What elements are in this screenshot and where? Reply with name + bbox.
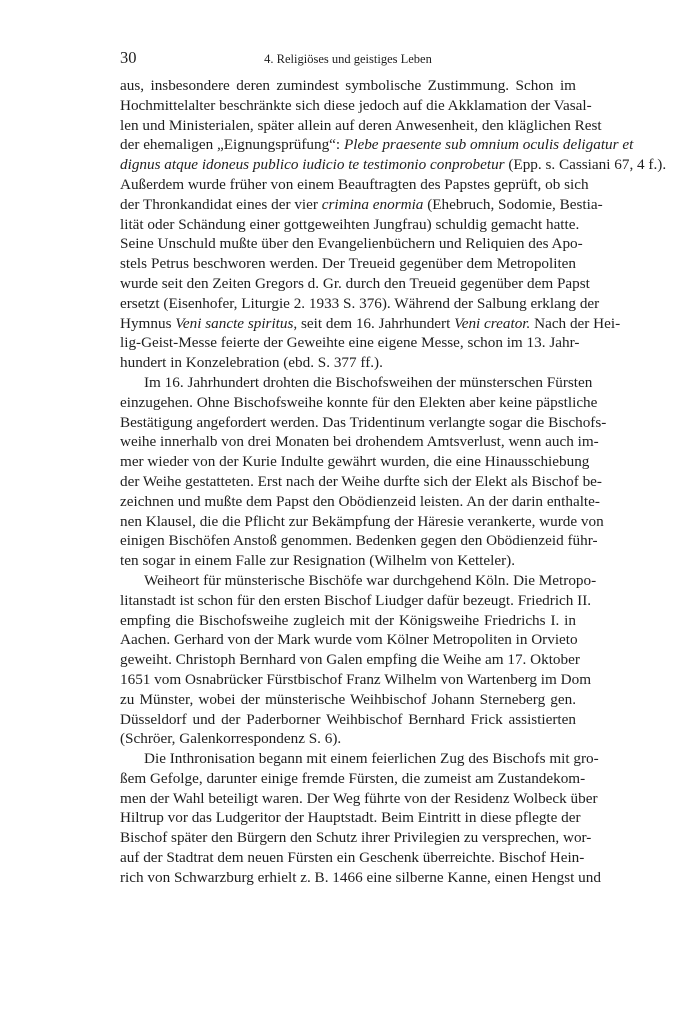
text-line xyxy=(120,314,621,334)
page-number: 30 xyxy=(120,48,137,67)
text-segment: lig-Geist-Messe feierte der Geweihte eine eigene Messe, schon im 13. Jahr- xyxy=(120,334,580,352)
text-segment: aus, insbesondere deren zumindest symbolische Zustimmung. Schon im xyxy=(120,77,576,94)
running-head: 4. Religiöses und geistiges Leben xyxy=(264,52,432,66)
text-line xyxy=(120,393,598,413)
text-line xyxy=(120,135,634,155)
text-line xyxy=(120,571,597,591)
text-line xyxy=(120,452,590,472)
text-line xyxy=(120,848,585,868)
text-line xyxy=(120,472,602,492)
text-segment: Im 16. Jahrhundert drohten die Bischofsweihen der münsterschen Fürsten xyxy=(144,373,593,391)
text-segment: zeichnen und mußte dem Papst den Obödienzeid leisten. An der darin enthalte- xyxy=(120,492,600,510)
text-line xyxy=(120,828,592,848)
text-line xyxy=(120,333,580,353)
italic-text: Veni creator. xyxy=(454,314,531,332)
text-segment: geweiht. Christoph Bernhard von Galen empfing die Weihe am 17. Oktober xyxy=(120,651,580,669)
text-segment: Außerdem wurde früher von einem Beauftragten des Papstes geprüft, ob sich xyxy=(120,175,589,193)
text-segment: men der Wahl beteiligt waren. Der Weg führte von der Residenz Wolbeck über xyxy=(120,789,598,807)
text-segment: ten sogar in einem Falle zur Resignation (Wilhelm von Ketteler). xyxy=(120,552,515,570)
text-line xyxy=(120,551,576,571)
text-segment: (Ehebruch, Sodomie, Bestia- xyxy=(423,195,603,213)
text-segment: hundert in Konzelebration (ebd. S. 377 ff.). xyxy=(120,354,383,372)
text-segment: rich von Schwarzburg erhielt z. B. 1466 eine silberne Kanne, einen Hengst und xyxy=(120,868,601,886)
text-segment: der Weihe gestatteten. Erst nach der Weihe durfte sich der Elekt als Bischof be- xyxy=(120,472,602,490)
text-line xyxy=(120,670,592,690)
body-text xyxy=(120,76,667,888)
text-line xyxy=(120,215,580,235)
text-segment: auf der Stadtrat dem neuen Fürsten ein Geschenk überreichte. Bischof Hein- xyxy=(120,849,585,867)
italic-text: Plebe praesente sub omnium oculis deligatur et xyxy=(343,136,634,154)
text-segment: Aachen. Gerhard von der Mark wurde vom Kölner Metropoliten in Orvieto xyxy=(120,631,578,649)
text-line xyxy=(120,630,576,650)
text-segment: Seine Unschuld mußte über den Evangelienbüchern und Reliquien des Apo- xyxy=(120,235,583,253)
text-line xyxy=(120,294,600,314)
text-line xyxy=(120,195,603,215)
text-line xyxy=(120,76,576,96)
text-segment: stels Petrus beschworen werden. Der Treueid gegenüber dem Metropoliten xyxy=(120,255,576,273)
text-line xyxy=(120,512,604,532)
text-line xyxy=(120,749,599,769)
italic-text: crimina enormia xyxy=(321,195,424,213)
text-line xyxy=(120,96,592,116)
text-segment: Nach der Hei- xyxy=(530,314,621,332)
text-line xyxy=(120,353,576,373)
text-segment: weihe innerhalb von drei Monaten bei drohendem Amtsverlust, wenn auch im- xyxy=(120,433,599,451)
text-segment: mer wieder von der Kurie Indulte gewährt wurden, die eine Hinausschiebung xyxy=(120,453,590,471)
text-line xyxy=(120,432,599,452)
text-segment: empfing die Bischofsweihe zugleich mit der Königsweihe Friedrichs I. in xyxy=(120,611,576,629)
text-line xyxy=(120,254,576,274)
text-line xyxy=(120,116,602,136)
text-segment: 1651 vom Osnabrücker Fürstbischof Franz Wilhelm von Wartenberg im Dom xyxy=(120,670,592,688)
text-segment: , seit dem 16. Jahrhundert xyxy=(293,314,455,332)
italic-text: Veni sancte spiritus xyxy=(175,314,294,332)
text-segment: Hiltrup vor das Ludgeritor der Hauptstadt. Beim Eintritt in diese pflegte der xyxy=(120,809,581,827)
text-segment: Bischof später den Bürgern den Schutz ihrer Privilegien zu versprechen, wor- xyxy=(120,829,592,847)
text-segment: Weiheort für münsterische Bischöfe war durchgehend Köln. Die Metropo- xyxy=(144,571,597,589)
text-segment: zu Münster, wobei der münsterische Weihbischof Johann Sterneberg gen. xyxy=(120,690,576,708)
text-segment: lität oder Schändung einer gottgeweihten Jungfrau) schuldig gemacht hatte. xyxy=(120,215,580,233)
text-line xyxy=(120,531,598,551)
text-segment: wurde seit den Zeiten Gregors d. Gr. durch den Treueid gegenüber dem Papst xyxy=(120,274,590,292)
text-segment: Die Inthronisation begann mit einem feierlichen Zug des Bischofs mit gro- xyxy=(144,750,599,768)
text-line xyxy=(120,234,583,254)
text-segment: Düsseldorf und der Paderborner Weihbischof Bernhard Frick assistierten xyxy=(120,710,576,728)
text-line xyxy=(120,274,590,294)
text-segment: Hymnus xyxy=(120,314,176,332)
text-segment: litanstadt ist schon für den ersten Bischof Liudger dafür bezeugt. Friedrich II. xyxy=(120,591,592,609)
text-segment: (Epp. s. Cassiani 67, 4 f.). xyxy=(504,156,667,174)
text-segment: einzugehen. Ohne Bischofsweihe konnte für den Elekten aber keine päpstliche xyxy=(120,393,598,411)
text-line xyxy=(120,650,580,670)
text-segment: (Schröer, Galenkorrespondenz S. 6). xyxy=(120,730,342,748)
text-line xyxy=(120,710,576,730)
text-line xyxy=(120,868,601,888)
text-line xyxy=(120,413,607,433)
text-segment: len und Ministerialen, später allein auf deren Anwesenheit, den kläglichen Rest xyxy=(120,116,602,134)
text-line xyxy=(120,690,576,710)
italic-text: dignus atque idoneus publico iudicio te testimonio conprobetur xyxy=(120,156,505,174)
text-line xyxy=(120,373,593,393)
text-line xyxy=(120,175,589,195)
text-segment: ersetzt (Eisenhofer, Liturgie 2. 1933 S. 376). Während der Salbung erklang der xyxy=(120,294,600,312)
text-line xyxy=(120,769,586,789)
text-segment: Bestätigung angefordert werden. Das Tridentinum verlangte sogar die Bischofs- xyxy=(120,413,607,431)
text-line xyxy=(120,808,581,828)
text-line xyxy=(120,729,576,749)
text-line xyxy=(120,155,667,175)
text-line xyxy=(120,591,592,611)
text-segment: Hochmittelalter beschränkte sich diese jedoch auf die Akklamation der Vasal- xyxy=(120,96,592,114)
text-segment: nen Klausel, die die Pflicht zur Bekämpfung der Häresie verankerte, wurde von xyxy=(120,512,604,530)
text-segment: ßem Gefolge, darunter einige fremde Fürsten, die zumeist am Zustandekom- xyxy=(120,769,586,787)
text-line xyxy=(120,611,576,631)
page-header xyxy=(120,48,576,70)
text-segment: der Thronkandidat eines der vier xyxy=(120,195,322,213)
text-line xyxy=(120,492,600,512)
text-line xyxy=(120,789,598,809)
text-segment: einigen Bischöfen Anstoß genommen. Bedenken gegen den Obödienzeid führ- xyxy=(120,532,598,550)
text-segment: der ehemaligen „Eignungsprüfung“: xyxy=(120,136,344,154)
